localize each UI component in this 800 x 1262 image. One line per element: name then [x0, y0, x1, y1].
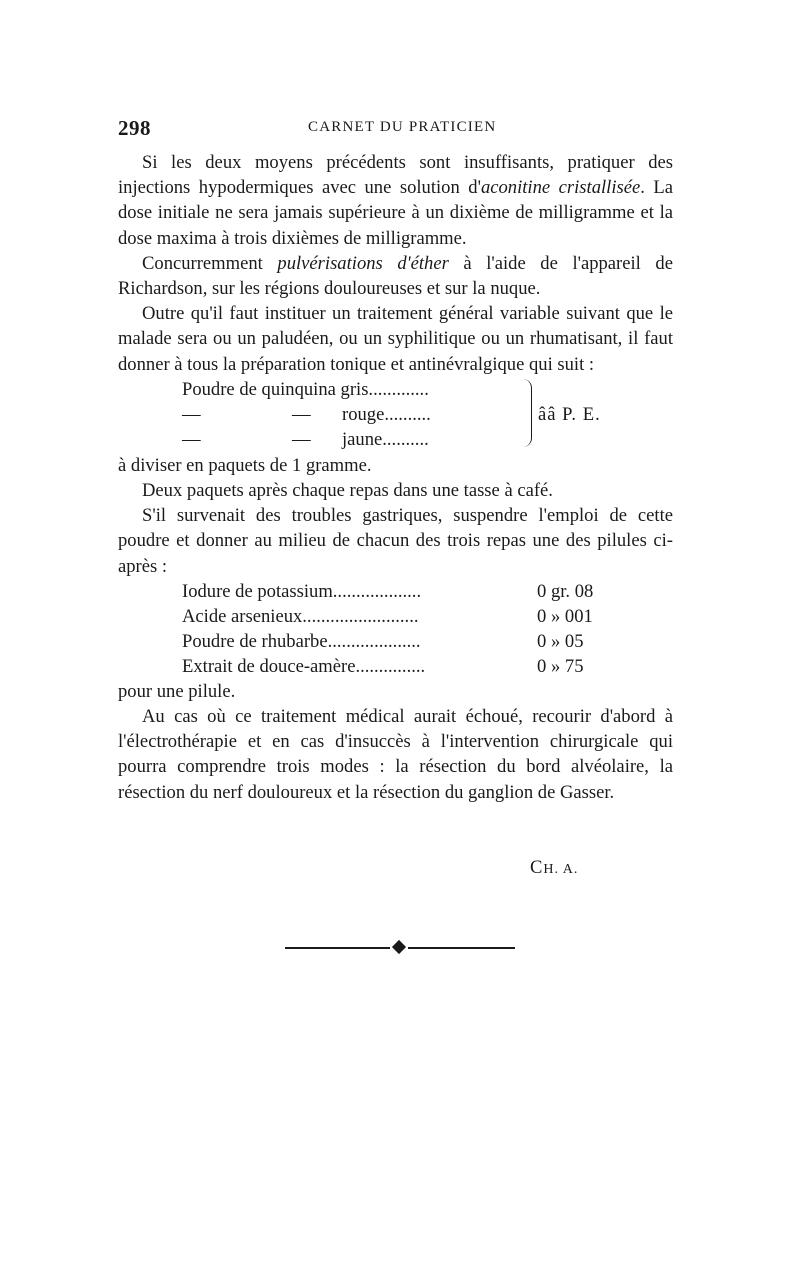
recipe-pilules: [118, 579, 673, 679]
recipe-line-gris: Poudre de quinquina gris.............: [182, 378, 429, 400]
paragraph-chirurgie: Au cas où ce traitement médical aurait échoué, recourir d'abord à l'électrothérapie et en cas d'insuccès à l'intervention chirurgicale qui pourra comprendre trois modes : la résection du bord alvéolaire, la résection du nerf douloureux et la résection du ganglion de Gasser.: [118, 706, 673, 803]
page-header: [118, 116, 678, 138]
end-ornament: [285, 940, 515, 956]
recipe-quinquina: [118, 377, 673, 453]
page-body: [118, 150, 673, 805]
emphasis-aconitine: aconitine cristallisée: [480, 177, 641, 199]
paragraph-pilule: pour une pilule.: [118, 680, 236, 702]
running-head: CARNET DU PRATICIEN: [308, 119, 497, 135]
page-number: 298: [118, 116, 151, 140]
recipe-item: Acide arsenieux......................... 0 » 001: [182, 605, 593, 627]
dosage-label: ââ P. E.: [538, 403, 601, 425]
ornament-rule-left: [285, 947, 390, 949]
recipe-item: Iodure de potassium................... 0 gr. 08: [182, 580, 594, 602]
paragraph-ether: Concurremment pulvérisations d'éther à l'aide de l'appareil de Richardson, sur les régions douloureuses et sur la nuque.: [118, 252, 673, 300]
paragraph-troubles: S'il survenait des troubles gastriques, suspendre l'emploi de cette poudre et donner au milieu de chacun des trois repas une des pilules ci-après :: [118, 505, 673, 577]
paragraph-aconitine: Si les deux moyens précédents sont insuffisants, pratiquer des injections hypodermiques avec une solution d'aconitine cristallisée. La dose initiale ne sera jamais supérieure à un dixième de milligramme et la dose maxima à trois dixièmes de milligramme.: [118, 152, 673, 249]
paragraph-paquets: Deux paquets après chaque repas dans une tasse à café.: [142, 480, 553, 502]
brace: [523, 379, 532, 447]
recipe-line-jaune: — — jaune..........: [182, 428, 429, 450]
recipe-line-rouge: — — rouge..........: [182, 403, 431, 425]
signature: CH. A.: [530, 857, 579, 878]
emphasis-ether: pulvérisations d'éther: [277, 252, 449, 274]
recipe-item: Extrait de douce-amère............... 0 » 75: [182, 655, 584, 677]
paragraph-traitement: Outre qu'il faut instituer un traitement général variable suivant que le malade sera ou un paludéen, ou un syphilitique ou un rhumatisant, il faut donner à tous la préparation tonique et antinévralgique qui suit :: [118, 303, 673, 375]
ornament-rule-right: [408, 947, 515, 949]
paragraph-diviser: à diviser en paquets de 1 gramme.: [118, 454, 372, 476]
recipe-item: Poudre de rhubarbe.................... 0 » 05: [182, 630, 584, 652]
diamond-icon: [392, 940, 406, 954]
